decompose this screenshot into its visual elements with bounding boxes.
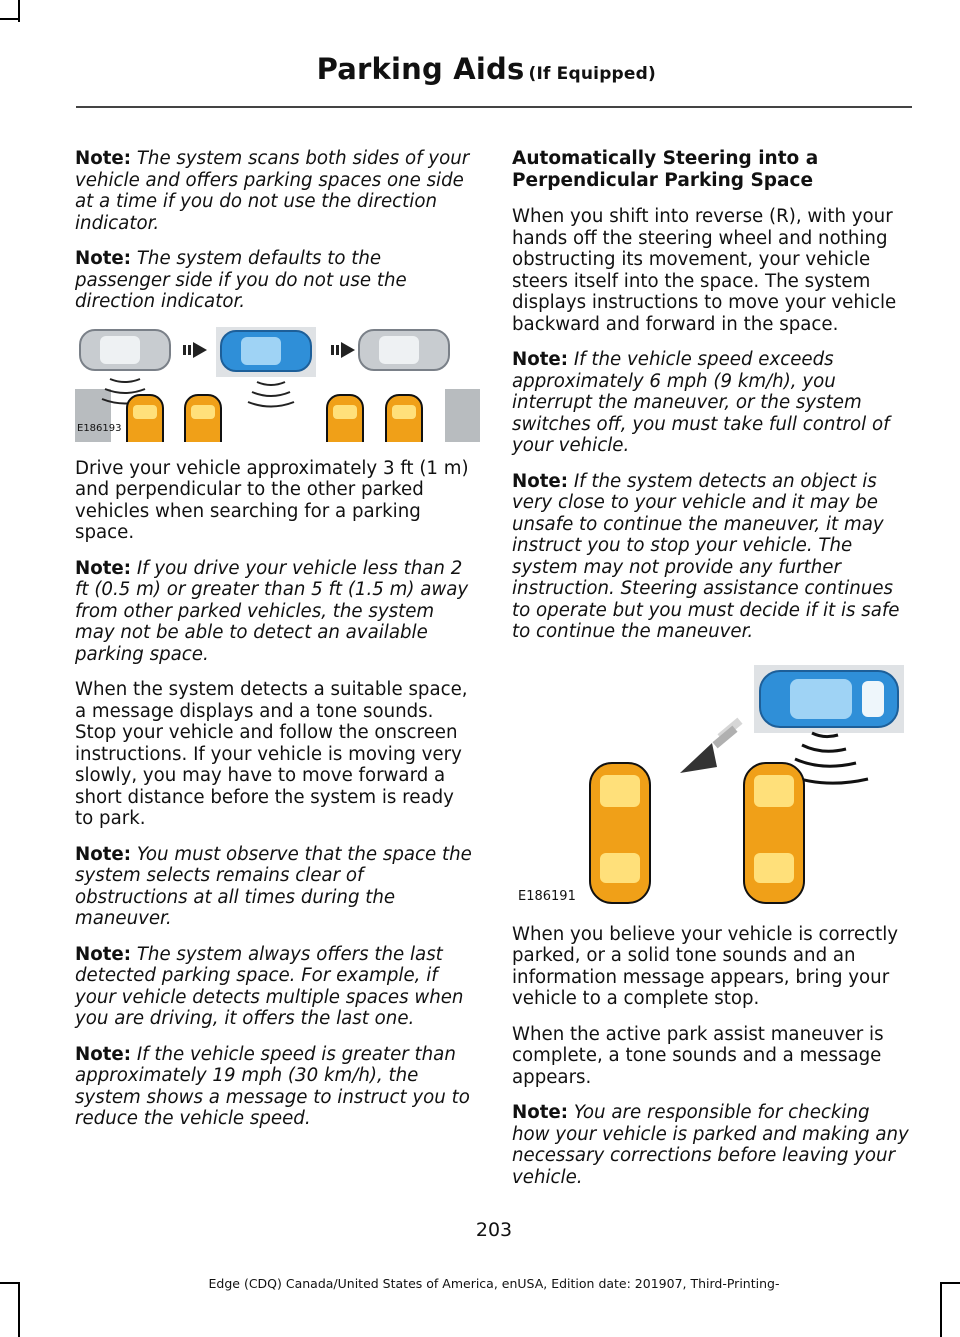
paragraph: When you believe your vehicle is correctly parked, or a solid tone sounds and an information message appears, bring your vehicle to a complete stop. [512, 923, 899, 1009]
note: Note: You must observe that the space the system selects remains clear of obstructions at all times during the maneuver. [75, 843, 472, 929]
orange-car-icon [386, 395, 422, 442]
paragraph: When the system detects a suitable space, a message displays and a tone sounds. Stop your vehicle and follow the onscreen instructions. If your vehicle is moving very slowly, you may have to move forward a short distance before the system is ready to park. [75, 679, 468, 829]
note: Note: The system defaults to the passenger side if you do not use the direction indicator. [75, 248, 407, 312]
orange-car-icon [590, 763, 650, 903]
section-heading: Automatically Steering into a Perpendicular Parking Space [512, 148, 819, 191]
perpendicular-parking-illustration [512, 663, 912, 908]
orange-car-icon [327, 395, 363, 442]
orange-car-icon [744, 763, 804, 903]
left-column [75, 148, 475, 1144]
grey-car-icon [359, 330, 449, 370]
figure-code: E186191 [518, 888, 576, 904]
page-subtitle: (If Equipped) [528, 64, 656, 84]
paragraph: Drive your vehicle approximately 3 ft (1 m) and perpendicular to the other parked vehicles when searching for a parking space. [75, 457, 469, 543]
note: Note: If the vehicle speed exceeds approximately 6 mph (9 km/h), you interrupt the maneuver, or the system switches off, you must take full control of your vehicle. [512, 349, 890, 456]
note: Note: If the system detects an object is very close to your vehicle and it may be unsafe to continue the maneuver, it may instruct you to stop your vehicle. The system may not provide any further instruction. Steering assistance continues to operate but you must decide if it is safe to continue the maneuver. [512, 470, 900, 642]
note: Note: You are responsible for checking how your vehicle is parked and making any necessary corrections before leaving your vehicle. [512, 1102, 909, 1188]
blue-car-icon [221, 331, 311, 371]
reverse-arrow-icon [680, 717, 743, 772]
paragraph: When you shift into reverse (R), with your hands off the steering wheel and nothing obstructing its movement, your vehicle steers itself into the space. The system displays instructions to move your vehicle backward and forward in the space. [512, 206, 897, 335]
footer-text: Edge (CDQ) Canada/United States of America, enUSA, Edition date: 201907, Third-Printing- [208, 1276, 780, 1291]
right-column [512, 148, 912, 1202]
note: Note: If the vehicle speed is greater than approximately 19 mph (30 km/h), the system shows a message to instruct you to reduce the vehicle speed. [75, 1043, 470, 1129]
orange-car-icon [127, 395, 163, 442]
scan-sides-illustration [75, 327, 480, 442]
arrow-icon [331, 342, 355, 358]
figure-perpendicular-parking [512, 663, 912, 908]
note: Note: The system scans both sides of your vehicle and offers parking spaces one side at a time if you do not use the direction indicator. [75, 148, 470, 234]
grey-car-icon [80, 330, 170, 370]
orange-car-icon [185, 395, 221, 442]
crop-mark [18, 0, 20, 22]
arrow-icon [183, 342, 207, 358]
paragraph: When the active park assist maneuver is complete, a tone sounds and a message appears. [512, 1023, 884, 1088]
note: Note: If you drive your vehicle less than 2 ft (0.5 m) or greater than 5 ft (1.5 m) away from other parked vehicles, the system may not be able to detect an available parking space. [75, 557, 469, 665]
figure-code: E186193 [77, 422, 122, 434]
crop-mark [0, 18, 18, 20]
page-title: Parking Aids (If Equipped) [316, 52, 656, 86]
header-rule [76, 106, 912, 108]
blue-car-icon [760, 671, 898, 727]
note: Note: The system always offers the last detected parking space. For example, if your vehicle detects multiple spaces when you are driving, it offers the last one. [75, 943, 464, 1029]
figure-scan-sides [75, 327, 480, 442]
page-number: 203 [475, 1219, 513, 1241]
